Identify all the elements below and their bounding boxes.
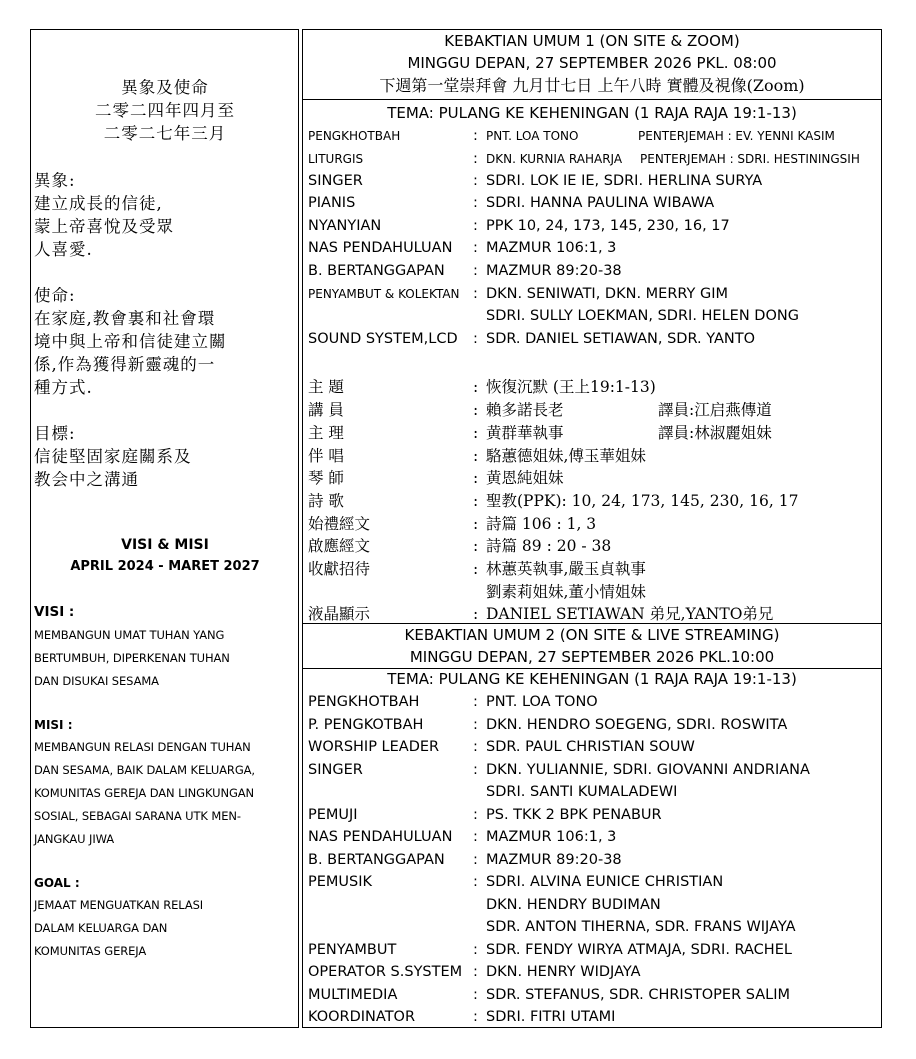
row-label: SOUND SYSTEM,LCD bbox=[308, 331, 458, 347]
service2-row bbox=[308, 894, 879, 917]
row-value: DANIEL SETIAWAN 弟兄,YANTO弟兄 bbox=[486, 605, 774, 623]
row-colon: : bbox=[473, 852, 478, 868]
row-label: 主 題 bbox=[308, 378, 344, 396]
row-colon: : bbox=[473, 515, 479, 533]
service2-row bbox=[308, 691, 879, 714]
row-value: DKN. HENDRY BUDIMAN bbox=[486, 897, 661, 913]
row-colon: : bbox=[473, 987, 478, 1003]
row-label: PENGKHOTBAH bbox=[308, 694, 420, 710]
service1-cn-row bbox=[308, 445, 879, 468]
row-value: SDR. FENDY WIRYA ATMAJA, SDRI. RACHEL bbox=[486, 942, 792, 958]
service2-title: KEBAKTIAN UMUM 2 (ON SITE & LIVE STREAMING) bbox=[404, 626, 780, 644]
row-label: B. BERTANGGAPAN bbox=[308, 263, 445, 279]
visi-text bbox=[34, 624, 296, 693]
row-colon: : bbox=[473, 240, 478, 256]
service1-date: MINGGU DEPAN, 27 SEPTEMBER 2026 PKL. 08:00 bbox=[407, 54, 777, 72]
row-colon: : bbox=[473, 286, 478, 302]
row-label: 收獻招待 bbox=[308, 560, 371, 578]
row-label: PEMUJI bbox=[308, 807, 358, 823]
row-value: 黄恩純姐妹 bbox=[486, 469, 564, 487]
service1-cn-row bbox=[308, 513, 879, 536]
row-colon: : bbox=[473, 694, 478, 710]
row-value: SDR. DANIEL SETIAWAN, SDR. YANTO bbox=[486, 331, 756, 347]
row-colon: : bbox=[473, 492, 479, 510]
cn-vision-title bbox=[34, 76, 296, 145]
row-label: 詩 歌 bbox=[308, 492, 344, 510]
row-value: DKN. KURNIA RAHARJA bbox=[486, 152, 623, 166]
cn-vision-line: 人喜愛. bbox=[34, 240, 93, 259]
row-value: PPK 10, 24, 173, 145, 230, 16, 17 bbox=[486, 218, 730, 234]
cn-mission-line: 種方式. bbox=[34, 378, 93, 397]
service1-preacher-row bbox=[308, 125, 879, 148]
service1-row bbox=[308, 237, 879, 260]
service1-cn-row bbox=[308, 376, 879, 399]
goal-label: GOAL : bbox=[34, 876, 80, 890]
row-colon: : bbox=[473, 537, 479, 555]
row-value: MAZMUR 106:1, 3 bbox=[486, 829, 617, 845]
row-value: 林蕙英執事,嚴玉貞執事 bbox=[486, 560, 646, 578]
row-colon: : bbox=[473, 964, 478, 980]
row-value: 恢復沉默 (王上19:1-13) bbox=[486, 378, 656, 396]
row-value: SDR. STEFANUS, SDR. CHRISTOPER SALIM bbox=[486, 987, 791, 1003]
row-label: 始禮經文 bbox=[308, 515, 371, 533]
row-label: SINGER bbox=[308, 173, 363, 189]
cn-mission-section bbox=[34, 284, 296, 399]
row-value: 詩篇 106 : 1, 3 bbox=[486, 515, 597, 533]
row-colon: : bbox=[473, 195, 478, 211]
row-label: MULTIMEDIA bbox=[308, 987, 398, 1003]
row-value: PNT. LOA TONO bbox=[486, 129, 579, 143]
row-value: DKN. HENDRO SOEGENG, SDRI. ROSWITA bbox=[486, 717, 788, 733]
cn-goal-label: 目標: bbox=[34, 424, 76, 443]
vision-mission-panel bbox=[30, 29, 299, 1028]
cn-title-line: 異象及使命 bbox=[121, 78, 209, 97]
row-value: SDRI. SANTI KUMALADEWI bbox=[486, 784, 678, 800]
row-label: PENGKHOTBAH bbox=[308, 129, 401, 143]
row-label: 啟應經文 bbox=[308, 537, 371, 555]
service1-theme: TEMA: PULANG KE KEHENINGAN (1 RAJA RAJA 19:1-13) bbox=[387, 104, 797, 122]
service1-sound-row bbox=[308, 328, 879, 351]
service2-row bbox=[308, 984, 879, 1007]
service2-row bbox=[308, 736, 879, 759]
row-label: NAS PENDAHULUAN bbox=[308, 240, 453, 256]
service1-row bbox=[308, 215, 879, 238]
row-label: PENYAMBUT & KOLEKTAN bbox=[308, 287, 460, 301]
row-colon: : bbox=[473, 151, 478, 167]
service1-cn-row bbox=[308, 558, 879, 581]
misi-line: KOMUNITAS GEREJA DAN LINGKUNGAN bbox=[34, 786, 255, 800]
service1-cn-row bbox=[308, 490, 879, 513]
row-value: 詩篇 89 : 20 - 38 bbox=[486, 537, 612, 555]
row-label: 主 理 bbox=[308, 424, 344, 442]
row-value: 賴多諾長老 bbox=[486, 401, 564, 419]
visi-misi-title: VISI & MISI bbox=[121, 537, 209, 553]
row-value: 黄群華執事 bbox=[486, 424, 564, 442]
cn-mission-label: 使命: bbox=[34, 286, 76, 305]
row-label: 液晶顯示 bbox=[308, 605, 371, 623]
cn-goal-line: 教会中之溝通 bbox=[34, 470, 139, 489]
service2-date: MINGGU DEPAN, 27 SEPTEMBER 2026 PKL.10:00 bbox=[409, 648, 775, 666]
row-colon: : bbox=[473, 218, 478, 234]
row-colon: : bbox=[473, 717, 478, 733]
row-label: KOORDINATOR bbox=[308, 1009, 416, 1025]
row-colon: : bbox=[473, 874, 478, 890]
row-label: 伴 唱 bbox=[308, 447, 344, 465]
row-colon: : bbox=[473, 401, 479, 419]
service1-cn-row bbox=[308, 422, 879, 445]
row-value: 駱蕙德姐妹,傅玉華姐妹 bbox=[486, 447, 646, 465]
cn-mission-line: 境中與上帝和信徒建立關 bbox=[34, 332, 227, 351]
service2-theme: TEMA: PULANG KE KEHENINGAN (1 RAJA RAJA 19:1-13) bbox=[387, 670, 797, 688]
service2-row bbox=[308, 849, 879, 872]
service1-cn-row bbox=[308, 399, 879, 422]
row-value: SDRI. LOK IE IE, SDRI. HERLINA SURYA bbox=[486, 173, 763, 189]
service2-row bbox=[308, 781, 879, 804]
row-value: MAZMUR 89:20-38 bbox=[486, 263, 622, 279]
service1-cn-row bbox=[308, 467, 879, 490]
misi-label: MISI : bbox=[34, 718, 73, 732]
cn-mission-line: 在家庭,教會裏和社會環 bbox=[34, 309, 216, 328]
row-value: SDRI. FITRI UTAMI bbox=[486, 1009, 616, 1025]
row-colon: : bbox=[473, 263, 478, 279]
goal-line: JEMAAT MENGUATKAN RELASI bbox=[34, 898, 204, 912]
service2-row bbox=[308, 714, 879, 737]
misi-line: JANGKAU JIWA bbox=[34, 832, 115, 846]
row-value: PNT. LOA TONO bbox=[486, 694, 598, 710]
goal-line: DALAM KELUARGA DAN bbox=[34, 921, 168, 935]
service1-liturgist-row bbox=[308, 148, 879, 171]
service1-row bbox=[308, 260, 879, 283]
service2-row bbox=[308, 871, 879, 894]
service2-row bbox=[308, 826, 879, 849]
row-value: SDRI. ALVINA EUNICE CHRISTIAN bbox=[486, 874, 724, 890]
row-label: PEMUSIK bbox=[308, 874, 373, 890]
row-value: SDR. PAUL CHRISTIAN SOUW bbox=[486, 739, 695, 755]
row-label: PENYAMBUT bbox=[308, 942, 397, 958]
translator: PENTERJEMAH : EV. YENNI KASIM bbox=[638, 129, 835, 143]
service2-row bbox=[308, 804, 879, 827]
service1-title: KEBAKTIAN UMUM 1 (ON SITE & ZOOM) bbox=[444, 32, 740, 50]
row-colon: : bbox=[473, 378, 479, 396]
divider bbox=[303, 99, 881, 100]
row-value: 劉素莉姐妹,董小情姐妹 bbox=[486, 583, 646, 601]
row-value: SDRI. SULLY LOEKMAN, SDRI. HELEN DONG bbox=[486, 308, 799, 324]
visi-label: VISI : bbox=[34, 604, 75, 620]
row-colon: : bbox=[473, 1009, 478, 1025]
row-label: WORSHIP LEADER bbox=[308, 739, 440, 755]
row-colon: : bbox=[473, 447, 479, 465]
row-colon: : bbox=[473, 807, 478, 823]
row-colon: : bbox=[473, 605, 479, 623]
cn-vision-line: 蒙上帝喜悅及受眾 bbox=[34, 217, 174, 236]
row-label: SINGER bbox=[308, 762, 363, 778]
service2-row bbox=[308, 939, 879, 962]
row-label: PIANIS bbox=[308, 195, 356, 211]
row-label: OPERATOR S.SYSTEM bbox=[308, 964, 463, 980]
row-value: MAZMUR 106:1, 3 bbox=[486, 240, 617, 256]
service2-row bbox=[308, 1006, 879, 1029]
row-value: DKN. HENRY WIDJAYA bbox=[486, 964, 641, 980]
row-value: PS. TKK 2 BPK PENABUR bbox=[486, 807, 662, 823]
row-value: SDRI. HANNA PAULINA WIBAWA bbox=[486, 195, 715, 211]
cn-title-line: 二零二七年三月 bbox=[103, 124, 227, 143]
row-label: LITURGIS bbox=[308, 152, 364, 166]
row-label: 講 員 bbox=[308, 401, 344, 419]
service1-row bbox=[308, 170, 879, 193]
cn-vision-line: 建立成長的信徒, bbox=[34, 194, 163, 213]
row-extra: 譯員:江启燕傳道 bbox=[658, 401, 772, 419]
service-schedule-panel bbox=[302, 29, 882, 1028]
row-colon: : bbox=[473, 424, 479, 442]
row-value: 聖教(PPK): 10, 24, 173, 145, 230, 16, 17 bbox=[486, 492, 799, 510]
row-colon: : bbox=[473, 173, 478, 189]
cn-vision-section bbox=[34, 169, 296, 261]
visi-line: BERTUMBUH, DIPERKENAN TUHAN bbox=[34, 651, 230, 665]
service2-row bbox=[308, 961, 879, 984]
row-label: 琴 師 bbox=[308, 469, 344, 487]
row-value: DKN. YULIANNIE, SDRI. GIOVANNI ANDRIANA bbox=[486, 762, 810, 778]
row-extra: 譯員:林淑麗姐妹 bbox=[658, 424, 772, 442]
row-label: P. PENGKOTBAH bbox=[308, 717, 424, 733]
visi-line: MEMBANGUN UMAT TUHAN YANG bbox=[34, 628, 225, 642]
row-label: NAS PENDAHULUAN bbox=[308, 829, 453, 845]
row-value: DKN. SENIWATI, DKN. MERRY GIM bbox=[486, 286, 729, 302]
cn-vision-label: 異象: bbox=[34, 171, 76, 190]
row-value: SDR. ANTON TIHERNA, SDR. FRANS WIJAYA bbox=[486, 919, 796, 935]
misi-text bbox=[34, 736, 296, 851]
row-colon: : bbox=[473, 829, 478, 845]
row-colon: : bbox=[473, 469, 479, 487]
service1-usher-row-2 bbox=[308, 305, 879, 328]
misi-line: MEMBANGUN RELASI DENGAN TUHAN bbox=[34, 740, 251, 754]
misi-line: DAN SESAMA, BAIK DALAM KELUARGA, bbox=[34, 763, 255, 777]
row-value: MAZMUR 89:20-38 bbox=[486, 852, 622, 868]
service1-row bbox=[308, 192, 879, 215]
row-colon: : bbox=[473, 942, 478, 958]
service2-row bbox=[308, 759, 879, 782]
row-label: NYANYIAN bbox=[308, 218, 382, 234]
visi-line: DAN DISUKAI SESAMA bbox=[34, 674, 159, 688]
service2-row bbox=[308, 916, 879, 939]
cn-goal-line: 信徒堅固家庭關系及 bbox=[34, 447, 192, 466]
row-colon: : bbox=[473, 128, 478, 144]
service1-cn-row bbox=[308, 535, 879, 558]
row-colon: : bbox=[473, 762, 478, 778]
row-colon: : bbox=[473, 739, 478, 755]
service1-usher-row bbox=[308, 283, 879, 306]
cn-goal-section bbox=[34, 422, 296, 491]
row-colon: : bbox=[473, 331, 478, 347]
service1-cn-date: 下週第一堂崇拜會 九月廿七日 上午八時 實體及視像(Zoom) bbox=[379, 76, 805, 95]
misi-line: SOSIAL, SEBAGAI SARANA UTK MEN- bbox=[34, 809, 241, 823]
row-label: B. BERTANGGAPAN bbox=[308, 852, 445, 868]
cn-mission-line: 係,作為獲得新靈魂的一 bbox=[34, 355, 216, 374]
goal-line: KOMUNITAS GEREJA bbox=[34, 944, 147, 958]
cn-title-line: 二零二四年四月至 bbox=[95, 101, 235, 120]
translator: PENTERJEMAH : SDRI. HESTININGSIH bbox=[640, 152, 860, 166]
service1-cn-row bbox=[308, 581, 879, 604]
goal-text bbox=[34, 894, 296, 963]
visi-misi-period: APRIL 2024 - MARET 2027 bbox=[70, 559, 260, 574]
row-colon: : bbox=[473, 560, 479, 578]
